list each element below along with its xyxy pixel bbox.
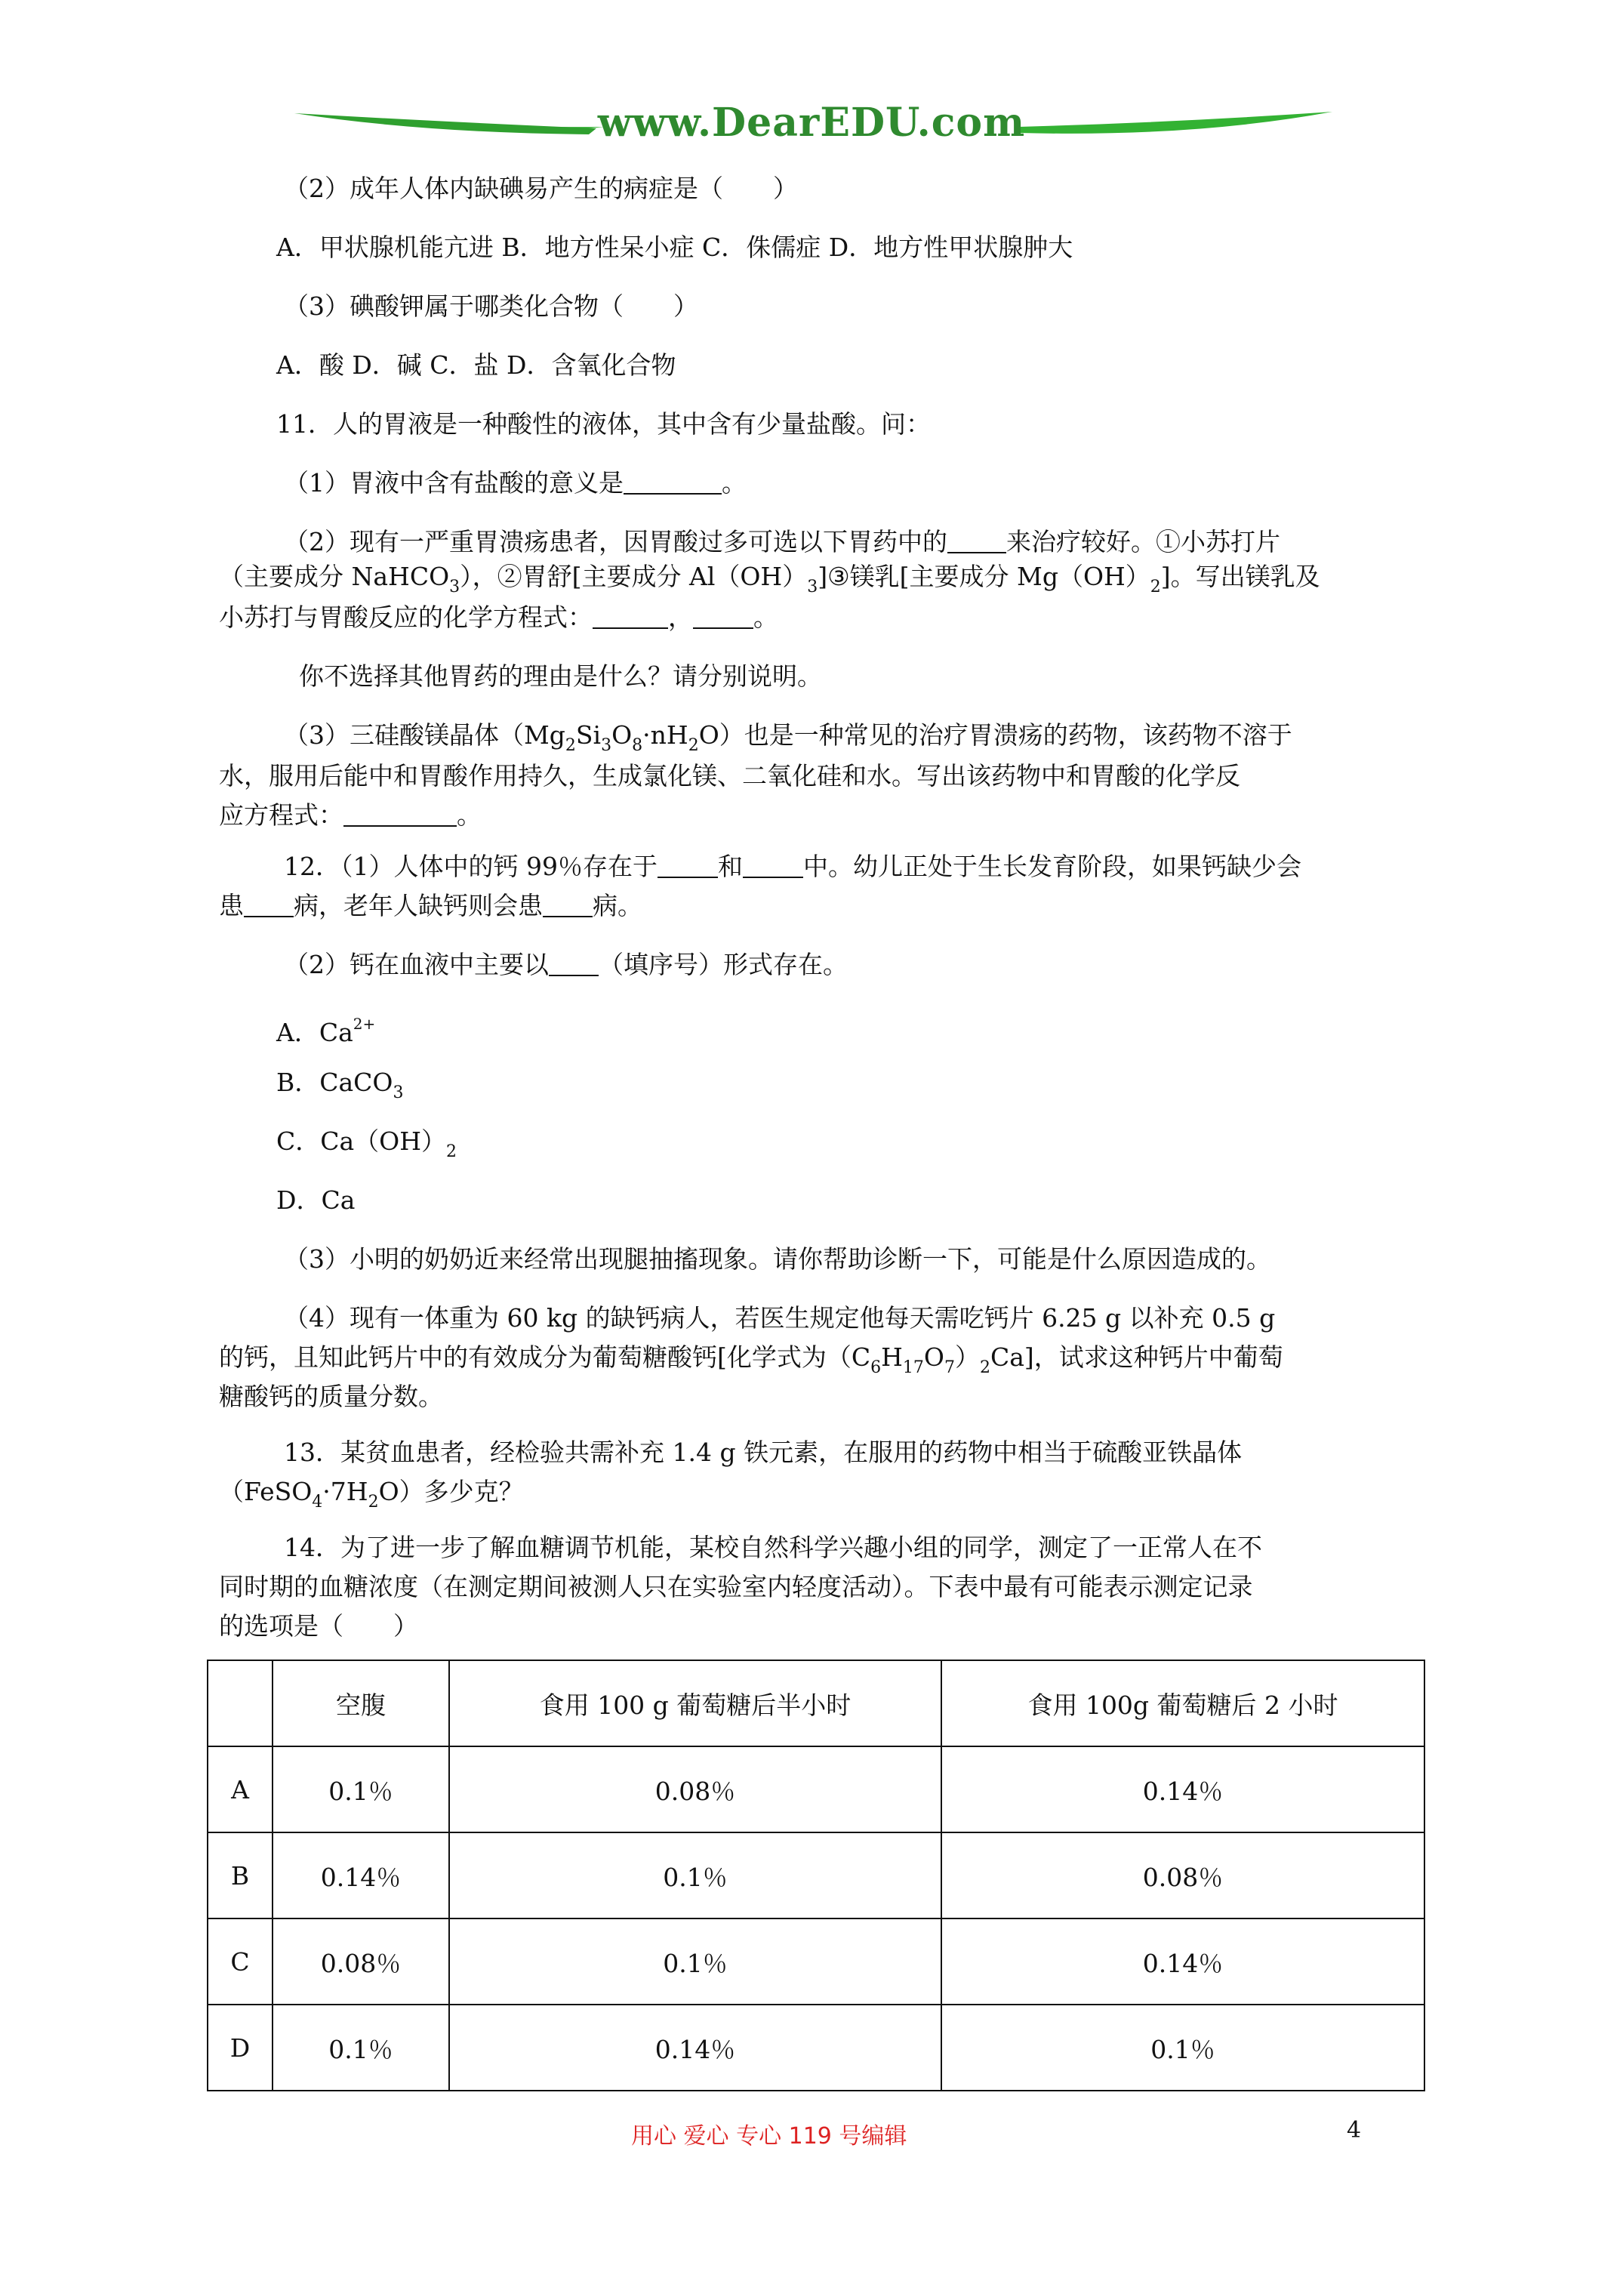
- table-header-cell: 食用 100 g 葡萄糖后半小时: [449, 1660, 941, 1746]
- subscript: 7: [944, 1358, 955, 1377]
- q12-4b-text: 的钙，且知此钙片中的有效成分为葡萄糖酸钙[化学式为（C: [219, 1342, 871, 1372]
- q10-3: （3）碘酸钾属于哪类化合物（ ）: [284, 291, 698, 321]
- option-b-text: B．CaCO: [276, 1068, 393, 1097]
- answer-blank: [593, 605, 668, 629]
- q11-3a-text2: Si: [575, 720, 602, 750]
- table-cell: 0.1％: [449, 1832, 941, 1918]
- option-c: [276, 1126, 457, 1167]
- q11-3c-text: 应方程式：: [219, 800, 343, 830]
- q11-2b-text4: ]。写出镁乳及: [1160, 562, 1320, 591]
- q11-1-text: （1）胃液中含有盐酸的意义是: [284, 468, 624, 498]
- subscript: 3: [393, 1083, 404, 1102]
- footer-slogan: 用心 爱心 专心 119 号编辑: [631, 2123, 907, 2150]
- q10-3-options: A．酸 D．碱 C．盐 D．含氧化合物: [276, 350, 676, 380]
- q11-3a-text: （3）三硅酸镁晶体（Mg: [284, 720, 565, 750]
- subscript: 2: [368, 1493, 379, 1512]
- q11-2a: [284, 527, 1280, 557]
- table-cell: 0.1％: [449, 1918, 941, 2005]
- answer-blank: [743, 854, 803, 878]
- q14c: 的选项是（ ）: [219, 1611, 418, 1641]
- table-cell: 0.08％: [273, 1918, 449, 2005]
- answer-blank: [244, 893, 294, 917]
- q11: 11．人的胃液是一种酸性的液体，其中含有少量盐酸。问：: [276, 409, 931, 439]
- answer-blank: [947, 529, 1006, 553]
- q11-2c-text: 小苏打与胃酸反应的化学方程式：: [219, 603, 593, 632]
- answer-blank: [549, 952, 599, 976]
- q12-1b-text2: 病，老年人缺钙则会患: [294, 891, 543, 920]
- table-row: [208, 1746, 1424, 1832]
- q10-2-options: A．甲状腺机能亢进 B．地方性呆小症 C．侏儒症 D．地方性甲状腺肿大: [276, 233, 1073, 262]
- option-b: [276, 1068, 403, 1108]
- subscript: 4: [312, 1493, 323, 1512]
- q13b-text3: O）多少克？: [378, 1477, 524, 1506]
- q12-4b-text3: O: [923, 1342, 944, 1372]
- table-cell: C: [208, 1918, 273, 2005]
- table-cell: 0.1％: [273, 2005, 449, 2091]
- q11-2a-text: （2）现有一严重胃溃疡患者，因胃酸过多可选以下胃药中的: [284, 527, 947, 556]
- table-row: [208, 2005, 1424, 2091]
- q12-4b: [219, 1342, 1283, 1383]
- table-cell: 0.14％: [449, 2005, 941, 2091]
- q11-3b: 水，服用后能中和胃酸作用持久，生成氯化镁、二氧化硅和水。写出该药物中和胃酸的化学反: [219, 761, 1240, 791]
- table-cell: 0.08％: [941, 1832, 1424, 1918]
- subscript: 17: [902, 1358, 924, 1377]
- subscript: 3: [449, 578, 460, 596]
- table-cell: 0.14％: [273, 1832, 449, 1918]
- option-c-text: C．Ca（OH）: [276, 1126, 447, 1156]
- table-cell: A: [208, 1746, 273, 1832]
- q11-2c-end: 。: [753, 603, 778, 632]
- subscript: 3: [601, 736, 612, 755]
- table-header-cell: 空腹: [273, 1660, 449, 1746]
- q11-3a-text4: ·nH: [642, 720, 688, 750]
- page-number: 4: [1347, 2117, 1362, 2143]
- q12-4c: 糖酸钙的质量分数。: [219, 1382, 443, 1411]
- q12-2-text2: （填序号）形式存在。: [599, 950, 848, 979]
- table-row: [208, 1918, 1424, 2005]
- table-row: [208, 1832, 1424, 1918]
- subscript: 2: [688, 736, 699, 755]
- table-header-cell: [208, 1660, 273, 1746]
- q14a: 14．为了进一步了解血糖调节机能，某校自然科学兴趣小组的同学，测定了一正常人在不: [284, 1533, 1262, 1562]
- q11-2c: [219, 603, 778, 633]
- q13b-text: （FeSO: [219, 1477, 313, 1506]
- q12-2-text: （2）钙在血液中主要以: [284, 950, 549, 979]
- q11-3c-end: 。: [457, 800, 482, 830]
- answer-blank: [658, 854, 718, 878]
- q12-1a-text3: 中。幼儿正处于生长发育阶段，如果钙缺少会: [802, 852, 1301, 881]
- q11-1-end: 。: [722, 468, 747, 498]
- q11-2b-text: （主要成分 NaHCO: [219, 562, 450, 591]
- subscript: 2: [979, 1358, 990, 1377]
- q11-2d: 你不选择其他胃药的理由是什么？请分别说明。: [299, 661, 822, 691]
- q11-2b-text3: ]③镁乳[主要成分 Mg（OH）: [818, 562, 1150, 591]
- q12-1a-text: 12．（1）人体中的钙 99％存在于: [284, 852, 658, 881]
- table-cell: 0.1％: [941, 2005, 1424, 2091]
- q12-3: （3）小明的奶奶近来经常出现腿抽搐现象。请你帮助诊断一下，可能是什么原因造成的。: [284, 1244, 1271, 1274]
- q12-4b-text2: H: [881, 1342, 903, 1372]
- q12-1b-text3: 病。: [593, 891, 642, 920]
- subscript: 2: [565, 736, 576, 755]
- q11-2b-text2: ），②胃舒[主要成分 Al（OH）: [460, 562, 808, 591]
- q11-2b: [219, 562, 1320, 603]
- table-cell: 0.08％: [449, 1746, 941, 1832]
- subscript: 6: [870, 1358, 882, 1377]
- superscript: 2+: [353, 1015, 376, 1033]
- blood-sugar-table: [207, 1660, 1425, 2091]
- q11-3c: [219, 800, 482, 831]
- q12-2: [284, 950, 848, 980]
- table-cell: 0.14％: [941, 1918, 1424, 2005]
- q13b-text2: ·7H: [322, 1477, 368, 1506]
- subscript: 2: [446, 1142, 457, 1161]
- q11-1: [284, 468, 747, 498]
- option-a: [276, 1009, 375, 1048]
- table-cell: D: [208, 2005, 273, 2091]
- table-header-cell: 食用 100g 葡萄糖后 2 小时: [941, 1660, 1424, 1746]
- answer-blank: [343, 803, 457, 827]
- q11-3a: [284, 720, 1292, 761]
- q12-1a: [284, 852, 1301, 882]
- q13a: 13．某贫血患者，经检验共需补充 1.4 g 铁元素，在服用的药物中相当于硫酸亚铁晶体: [284, 1438, 1243, 1467]
- q13b: [219, 1477, 524, 1518]
- q12-1a-text2: 和: [717, 852, 743, 881]
- site-url: www.DearEDU.com: [597, 100, 1026, 146]
- q11-2c-comma: ，: [668, 603, 693, 632]
- q11-3a-text5: O）也是一种常见的治疗胃溃疡的药物，该药物不溶于: [698, 720, 1292, 750]
- subscript: 2: [1150, 578, 1161, 596]
- table-cell: 0.1％: [273, 1746, 449, 1832]
- table-header-row: [208, 1660, 1424, 1746]
- q11-2a-text2: 来治疗较好。①小苏打片: [1006, 527, 1280, 556]
- answer-blank: [624, 470, 722, 495]
- q11-3a-text3: O: [611, 720, 633, 750]
- q12-4b-text5: Ca]，试求这种钙片中葡萄: [990, 1342, 1283, 1372]
- answer-blank: [543, 893, 593, 917]
- option-a-text: A．Ca: [276, 1018, 353, 1047]
- q12-4b-text4: ）: [954, 1342, 980, 1372]
- option-d: D．Ca: [276, 1185, 356, 1215]
- q12-1b-text: 患: [219, 891, 244, 920]
- subscript: 8: [632, 736, 643, 755]
- subscript: 3: [807, 578, 818, 596]
- table-cell: B: [208, 1832, 273, 1918]
- page-header: [0, 83, 1623, 174]
- table-cell: 0.14％: [941, 1746, 1424, 1832]
- q12-1b: [219, 891, 642, 921]
- q10-2: （2）成年人体内缺碘易产生的病症是（ ）: [284, 174, 798, 203]
- answer-blank: [693, 605, 753, 629]
- q14b: 同时期的血糖浓度（在测定期间被测人只在实验室内轻度活动）。下表中最有可能表示测定记录: [219, 1572, 1253, 1601]
- q12-4a: （4）现有一体重为 60 kg 的缺钙病人，若医生规定他每天需吃钙片 6.25 g 以补充 0.5 g: [284, 1303, 1276, 1333]
